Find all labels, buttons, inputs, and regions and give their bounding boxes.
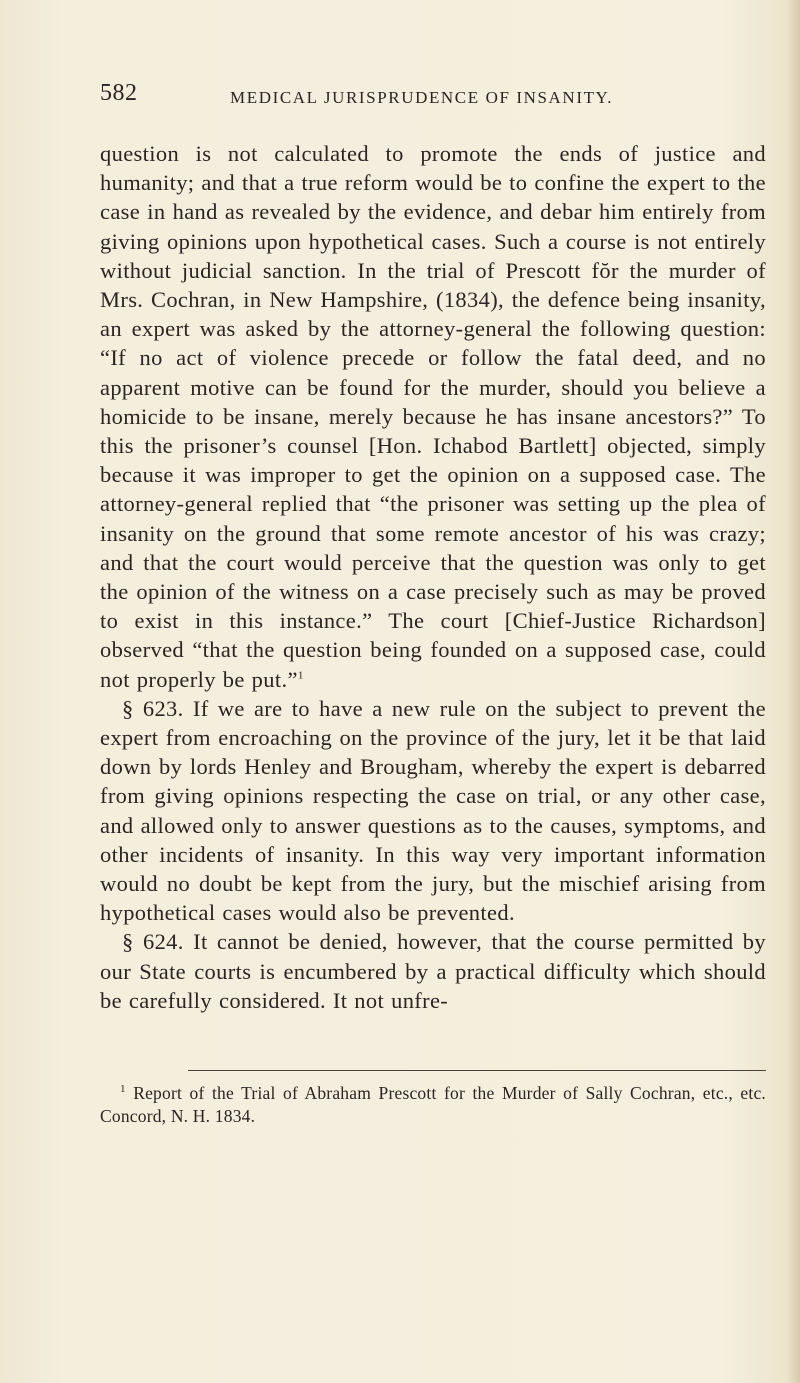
page-number: 582 [100, 80, 138, 106]
body-text [100, 139, 766, 1015]
footnote-reference: 1 [297, 669, 304, 682]
footnote-marker: 1 [120, 1083, 126, 1096]
paragraph-section-623: § 623. If we are to have a new rule on the subject to prevent the expert from encroaching on the province of the jury, let it be that laid down by lords Henley and Brougham, whereby the expert is debarred from giving opinions respecting the case on trial, or any other case, and allowed only to answer questions as to the causes, symptoms, and other incidents of insanity. In this way very important information would no doubt be kept from the jury, but the mischief arising from hypothetical cases would also be prevented. [100, 695, 766, 926]
footnote [100, 1082, 766, 1128]
footnote-text: Report of the Trial of Abraham Prescott for the Murder of Sally Cochran, etc., etc. Concord, N. H. 1834. [100, 1083, 767, 1126]
footnote-divider [188, 1070, 766, 1071]
page-edge-shadow [786, 0, 800, 1383]
running-head: MEDICAL JURISPRUDENCE OF INSANITY. [230, 88, 614, 107]
paragraph-continuation [100, 139, 766, 694]
paragraph-1-text: question is not calculated to promote the ends of justice and humanity; and that a true reform would be to confine the expert to the case in hand as revealed by the evidence, and debar him entirely from giving opinions upon hypothetical cases. Such a course is not entirely without judicial sanction. In the trial of Prescott fŏr the murder of Mrs. Cochran, in New Hampshire, (1834), the defence being insanity, an expert was asked by the attorney-general the following question: “If no act of violence precede or follow the fatal deed, and no apparent motive can be found for the murder, should you believe a homicide to be insane, merely because he has insane ancestors?” To this the prisoner’s counsel [Hon. Ichabod Bartlett] objected, simply because it was improper to get the opinion on a supposed case. The attorney-general replied that “the prisoner was setting up the plea of insanity on the ground that some remote ancestor of his was crazy; and that the court would perceive that the question was only to get the opinion of the witness on a case precisely such as may be proved to exist in this instance.” The court [Chief-Justice Richardson] observed “that the question being founded on a supposed case, could not properly be put.” [100, 141, 766, 692]
page-header [100, 80, 760, 118]
paragraph-section-624: § 624. It cannot be denied, however, that the course permitted by our State courts is encumbered by a practical difficulty which should be carefully considered. It not unfre- [100, 929, 766, 1013]
